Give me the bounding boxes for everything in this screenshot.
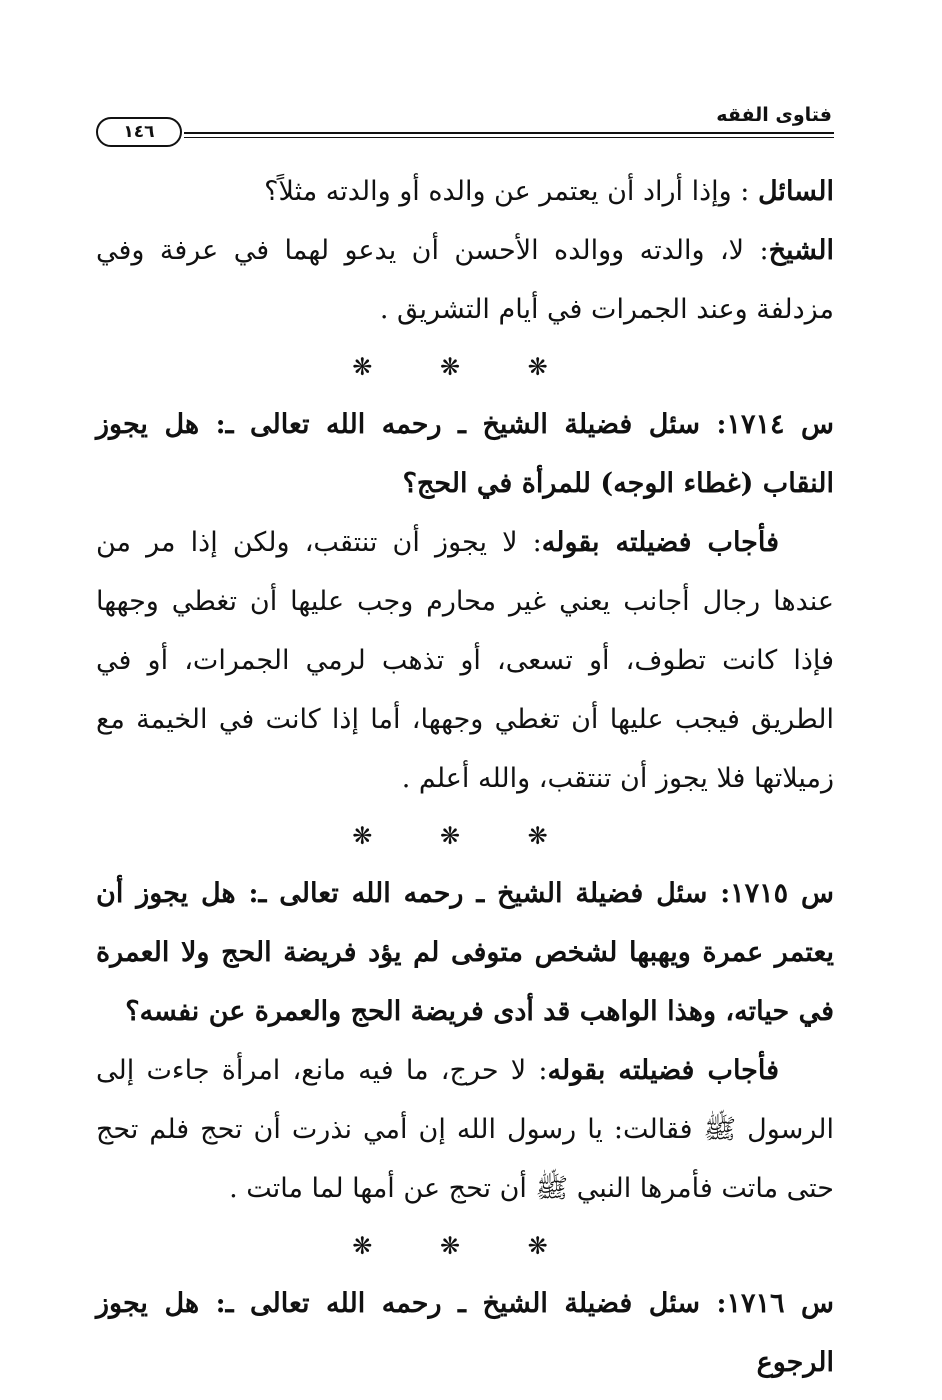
question-1715: س ١٧١٥: سئل فضيلة الشيخ ـ رحمه الله تعالى ـ: هل يجوز أن يعتمر عمرة ويهبها لشخص متوفى لم يؤد فريضة الحج ولا العمرة في حياته، وهذا الواهب قد أدى فريضة الحج والعمرة عن نفسه؟ bbox=[96, 878, 835, 1027]
sheikh-answer bbox=[96, 221, 834, 339]
section-separator: ❋ ❋ ❋ bbox=[352, 822, 578, 850]
answer-1714 bbox=[96, 513, 834, 808]
paragraph-text: : لا، والدته ووالده الأحسن أن يدعو لهما في عرفة وفي مزدلفة وعند الجمرات في أيام التشريق . bbox=[96, 235, 834, 325]
page-body bbox=[96, 162, 834, 1392]
paragraph-text: : وإذا أراد أن يعتمر عن والده أو والدته مثلاً؟ bbox=[264, 176, 758, 207]
header-title: فتاوى الفقه bbox=[716, 104, 832, 126]
paragraph-text: : لا يجوز أن تنتقب، ولكن إذا مر من عندها رجال أجانب يعني غير محارم وجب عليها أن تغطي وجهها فإذا كانت تطوف، أو تسعى، أو تذهب لرمي الجمرات، أو في الطريق فيجب عليها أن تغطي وجهها، أما إذا كانت في الخيمة مع زميلاتها فلا يجوز أن تنتقب، والله أعلم . bbox=[96, 527, 834, 794]
questioner-line bbox=[96, 162, 834, 221]
section-separator: ❋ ❋ ❋ bbox=[352, 353, 578, 381]
section-separator: ❋ ❋ ❋ bbox=[352, 1232, 578, 1260]
question-1716: س ١٧١٦: سئل فضيلة الشيخ ـ رحمه الله تعالى ـ: هل يجوز الرجوع bbox=[96, 1288, 834, 1378]
header-rule-thin bbox=[184, 137, 834, 138]
running-header bbox=[96, 100, 834, 146]
answer-label: فأجاب فضيلته بقوله bbox=[547, 1055, 779, 1086]
question-1714: س ١٧١٤: سئل فضيلة الشيخ ـ رحمه الله تعالى ـ: هل يجوز النقاب (غطاء الوجه) للمرأة في الحج؟ bbox=[96, 409, 834, 499]
answer-label: فأجاب فضيلته بقوله bbox=[541, 527, 779, 558]
page-number: ١٤٦ bbox=[96, 117, 182, 147]
speaker-label: الشيخ bbox=[768, 235, 834, 266]
header-rule bbox=[184, 132, 834, 134]
speaker-label: السائل bbox=[757, 176, 834, 207]
answer-1715 bbox=[96, 1041, 834, 1218]
paragraph-text: : لا حرج، ما فيه مانع، امرأة جاءت إلى الرسول ﷺ فقالت: يا رسول الله إن أمي نذرت أن تحج فلم تحج حتى ماتت فأمرها النبي ﷺ أن تحج عن أمها لما ماتت . bbox=[96, 1055, 834, 1204]
